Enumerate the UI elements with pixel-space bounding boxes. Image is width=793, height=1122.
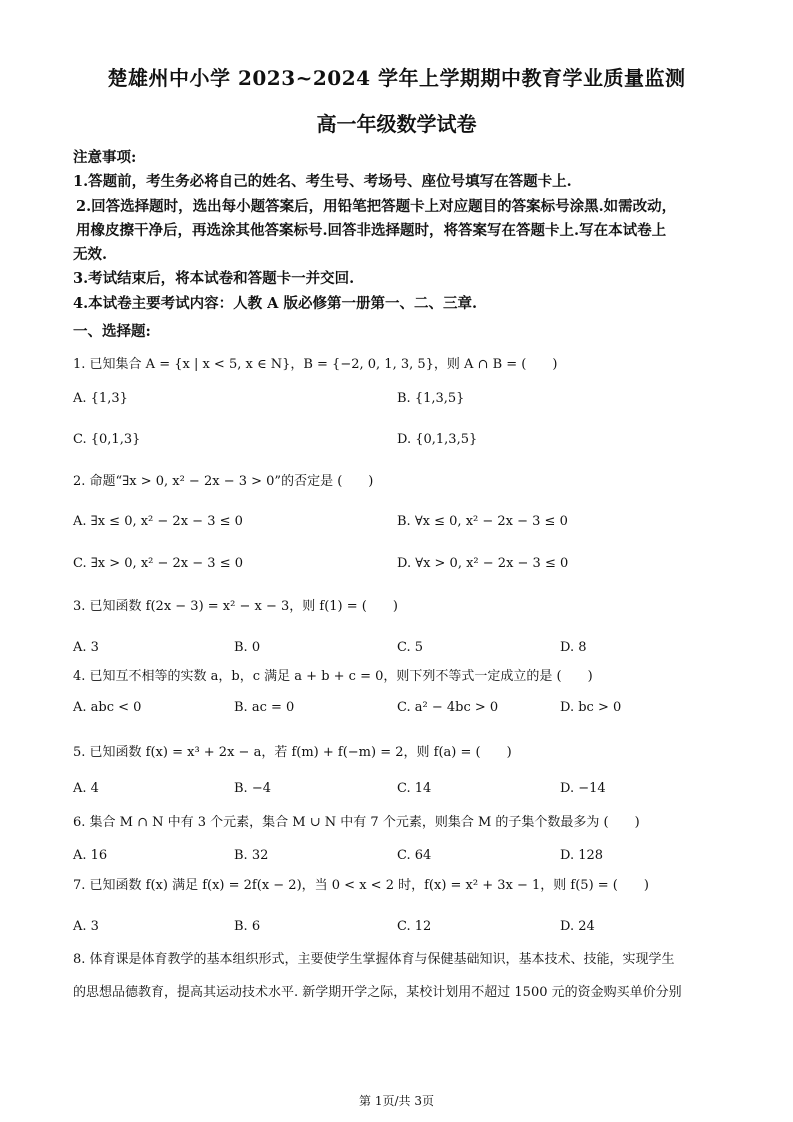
question-7: 7. 已知函数 f(x) 满足 f(x) = 2f(x − 2)，当 0 < x < 2 时，f(x) = x² + 3x − 1，则 f(5) = ( ) — [73, 878, 649, 893]
note-item-2-line2: 用橡皮擦干净后，再选涂其他答案标号.回答非选择题时，将答案写在答题卡上.写在本试卷上 — [76, 222, 667, 239]
q3-option-c: C. 5 — [397, 640, 424, 655]
q3-option-a: A. 3 — [73, 640, 99, 655]
q4-option-b: B. ac = 0 — [234, 700, 295, 715]
q6-option-d: D. 128 — [560, 848, 604, 863]
q2-option-b: B. ∀x ≤ 0, x² − 2x − 3 ≤ 0 — [397, 514, 568, 529]
note-item-3: 3.考试结束后，将本试卷和答题卡一并交回. — [73, 270, 355, 287]
question-8-line2: 的思想品德教育，提高其运动技术水平. 新学期开学之际，某校计划用不超过 1500 元的资金购买单价分别 — [73, 985, 682, 1000]
note-item-4: 4.本试卷主要考试内容：人教 A 版必修第一册第一、二、三章. — [73, 295, 478, 312]
question-8-line1: 8. 体育课是体育教学的基本组织形式，主要使学生掌握体育与保健基础知识，基本技术、技能，实现学生 — [73, 952, 675, 967]
q5-option-a: A. 4 — [73, 781, 99, 796]
q5-option-b: B. −4 — [234, 781, 271, 796]
question-6: 6. 集合 M ∩ N 中有 3 个元素，集合 M ∪ N 中有 7 个元素，则集合 M 的子集个数最多为 ( ) — [73, 815, 640, 830]
q3-option-b: B. 0 — [234, 640, 261, 655]
question-2: 2. 命题“∃x > 0, x² − 2x − 3 > 0”的否定是 ( ) — [73, 474, 374, 489]
q7-option-b: B. 6 — [234, 919, 261, 934]
note-item-2-line3: 无效. — [73, 246, 108, 263]
note-item-1: 1.答题前，考生务必将自己的姓名、考生号、考场号、座位号填写在答题卡上. — [73, 173, 572, 190]
q5-option-d: D. −14 — [560, 781, 606, 796]
q7-option-c: C. 12 — [397, 919, 432, 934]
question-1: 1. 已知集合 A = {x | x < 5, x ∈ N}，B = {−2, 0, 1, 3, 5}，则 A ∩ B = ( ) — [73, 357, 558, 372]
q1-option-c: C. {0,1,3} — [73, 432, 141, 447]
q7-option-a: A. 3 — [73, 919, 99, 934]
q5-option-c: C. 14 — [397, 781, 432, 796]
question-5: 5. 已知函数 f(x) = x³ + 2x − a，若 f(m) + f(−m) = 2，则 f(a) = ( ) — [73, 745, 512, 760]
q3-option-d: D. 8 — [560, 640, 587, 655]
q6-option-a: A. 16 — [73, 848, 108, 863]
q1-option-d: D. {0,1,3,5} — [397, 432, 478, 447]
q4-option-c: C. a² − 4bc > 0 — [397, 700, 499, 715]
question-3: 3. 已知函数 f(2x − 3) = x² − x − 3，则 f(1) = ( ) — [73, 599, 398, 614]
q2-option-d: D. ∀x > 0, x² − 2x − 3 ≤ 0 — [397, 556, 569, 571]
q1-option-a: A. {1,3} — [73, 391, 128, 406]
q2-option-c: C. ∃x > 0, x² − 2x − 3 ≤ 0 — [73, 556, 243, 571]
note-item-2-line1: 2.回答选择题时，选出每小题答案后，用铅笔把答题卡上对应题目的答案标号涂黑.如需改动， — [76, 198, 677, 215]
q7-option-d: D. 24 — [560, 919, 595, 934]
exam-title: 楚雄州中小学 2023~2024 学年上学期期中教育学业质量监测 — [107, 66, 686, 90]
q4-option-a: A. abc < 0 — [73, 700, 142, 715]
q2-option-a: A. ∃x ≤ 0, x² − 2x − 3 ≤ 0 — [73, 514, 243, 529]
page-footer: 第 1页/共 3页 — [359, 1094, 434, 1108]
question-4: 4. 已知互不相等的实数 a，b，c 满足 a + b + c = 0，则下列不等式一定成立的是 ( ) — [73, 669, 593, 684]
notes-heading: 注意事项: — [73, 149, 137, 166]
q1-option-b: B. {1,3,5} — [397, 391, 465, 406]
exam-subtitle: 高一年级数学试卷 — [316, 112, 477, 136]
q6-option-c: C. 64 — [397, 848, 432, 863]
q6-option-b: B. 32 — [234, 848, 269, 863]
section-heading: 一、选择题: — [73, 323, 151, 340]
q4-option-d: D. bc > 0 — [560, 700, 622, 715]
